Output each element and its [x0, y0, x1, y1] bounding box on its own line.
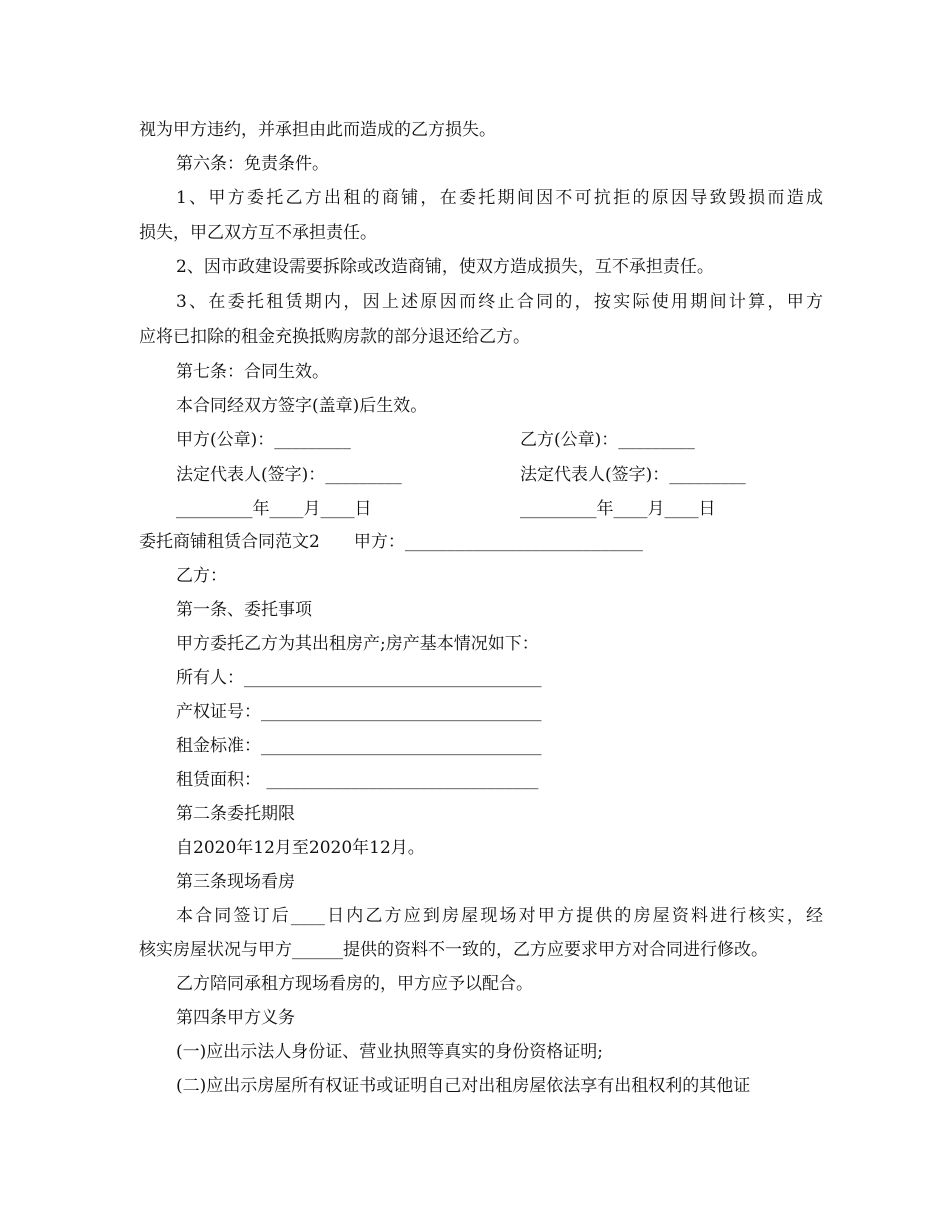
clause-heading-2: 第二条委托期限: [176, 804, 295, 824]
party-b-seal-field: 乙方(公章)：_________: [520, 430, 695, 450]
text-line: 乙方陪同承租方现场看房的，甲方应予以配合。: [176, 974, 533, 994]
party-a-seal-field: 甲方(公章)：_________: [176, 430, 351, 450]
party-a-representative-field: 法定代表人(签字)：_________: [176, 465, 402, 485]
text-line: 自2020年12月至2020年12月。: [176, 838, 425, 858]
text-line: 视为甲方违约，并承担由此而造成的乙方损失。: [139, 120, 496, 140]
text-line: 1、甲方委托乙方出租的商铺，在委托期间因不可抗拒的原因导致毁损而造成: [176, 188, 823, 208]
party-b-date-field: _________年____月____日: [520, 499, 716, 519]
text-line: (二)应出示房屋所有权证书或证明自己对出租房屋依法享有出租权利的其他证: [176, 1076, 751, 1096]
owner-field: 所有人：___________________________________: [176, 668, 542, 688]
clause-heading-3: 第三条现场看房: [176, 872, 295, 892]
text-line: 损失，甲乙双方互不承担责任。: [139, 223, 377, 243]
text-line: 本合同经双方签字(盖章)后生效。: [176, 396, 428, 416]
rent-standard-field: 租金标准：_________________________________: [176, 736, 542, 756]
text-line: 3、在委托租赁期内，因上述原因而终止合同的，按实际使用期间计算，甲方: [176, 292, 823, 312]
clause-heading-7: 第七条：合同生效。: [176, 362, 329, 382]
text-line: (一)应出示法人身份证、营业执照等真实的身份资格证明;: [176, 1042, 603, 1062]
lease-area-field: 租赁面积： ________________________________: [176, 770, 539, 790]
contract-title-line: 委托商铺租赁合同范文2 甲方：____________________________: [139, 532, 643, 552]
party-b-representative-field: 法定代表人(签字)：_________: [520, 465, 746, 485]
text-line: 本合同签订后____日内乙方应到房屋现场对甲方提供的房屋资料进行核实，经: [176, 906, 823, 926]
text-line: 应将已扣除的租金充换抵购房款的部分退还给乙方。: [139, 327, 530, 347]
party-b-line: 乙方：: [176, 566, 227, 586]
party-a-date-field: _________年____月____日: [176, 499, 372, 519]
text-line: 2、因市政建设需要拆除或改造商铺，使双方造成损失，互不承担责任。: [176, 257, 714, 277]
clause-heading-1: 第一条、委托事项: [176, 600, 312, 620]
clause-heading-6: 第六条：免责条件。: [176, 154, 329, 174]
property-certificate-field: 产权证号：_________________________________: [176, 702, 542, 722]
clause-heading-4: 第四条甲方义务: [176, 1008, 295, 1028]
text-line: 核实房屋状况与甲方______提供的资料不一致的，乙方应要求甲方对合同进行修改。: [139, 940, 768, 960]
text-line: 甲方委托乙方为其出租房产;房产基本情况如下：: [176, 634, 539, 654]
